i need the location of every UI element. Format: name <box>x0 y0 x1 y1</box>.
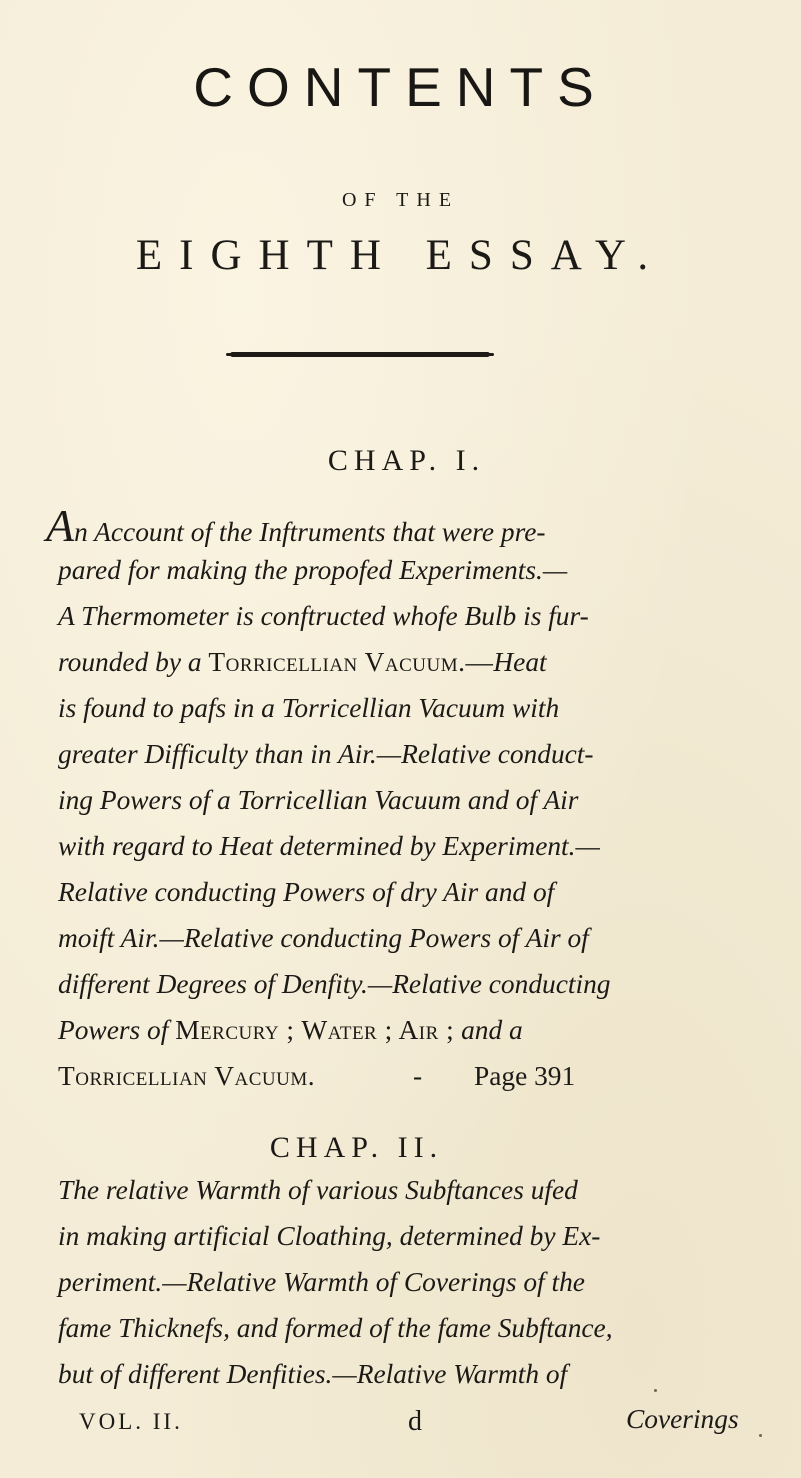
line-text: Heat <box>493 647 547 677</box>
ornamental-rule <box>230 352 490 357</box>
paper-speck <box>759 1434 762 1437</box>
small-caps-text: Torricellian Vacuum.— <box>208 647 494 677</box>
line-text: rounded by a <box>58 647 209 677</box>
small-caps-text: Torricellian Vacuum. <box>58 1061 316 1091</box>
chapter-1-line-12 <box>58 1017 523 1044</box>
line-text: n Account of the Inftruments that were pre- <box>74 517 546 547</box>
contents-title: CONTENTS <box>193 56 608 118</box>
chapter-1-line-4 <box>58 649 547 676</box>
chapter-2-line-5: but of different Denfities.—Relative Warmth of <box>58 1359 568 1389</box>
chapter-1-line-2: pared for making the propofed Experiments.— <box>58 555 568 585</box>
chapter-2-line-1: The relative Warmth of various Subftances ufed <box>58 1175 578 1205</box>
chapter-1-line-11: different Degrees of Denfity.—Relative conducting <box>58 969 611 999</box>
chapter-1-line-3: A Thermometer is conftructed whofe Bulb is fur- <box>58 601 589 631</box>
line-text: Powers of <box>58 1015 176 1045</box>
chapter-1-line-10: moift Air.—Relative conducting Powers of Air of <box>58 923 589 953</box>
chapter-2-line-3: periment.—Relative Warmth of Coverings of the <box>58 1267 585 1297</box>
chapter-2-line-2: in making artificial Cloathing, determined by Ex- <box>58 1221 601 1251</box>
drop-cap-a: A <box>46 500 75 551</box>
small-caps-text: Mercury ; Water ; Air ; <box>175 1015 455 1045</box>
leader-dash: - <box>413 1061 423 1091</box>
chapter-1-line-13 <box>58 1061 576 1091</box>
chapter-1-line-6: greater Difficulty than in Air.—Relative conduct- <box>58 739 594 769</box>
line-text: and a <box>454 1015 523 1045</box>
chapter-1-line-1 <box>46 500 546 551</box>
signature-mark: d <box>408 1406 422 1437</box>
of-the-subtitle: OF THE <box>341 189 460 211</box>
chapter-2-heading: CHAP. II. <box>269 1131 444 1164</box>
essay-title: EIGHTH ESSAY. <box>135 232 666 279</box>
volume-marker: VOL. II. <box>79 1409 183 1434</box>
chapter-1-line-9: Relative conducting Powers of dry Air and of <box>58 877 555 907</box>
catchword: Coverings <box>626 1404 739 1434</box>
chapter-1-line-5: is found to pafs in a Torricellian Vacuum with <box>58 693 560 723</box>
paper-speck <box>654 1389 657 1392</box>
chapter-2-line-4: fame Thicknefs, and formed of the fame Subftance, <box>58 1313 613 1343</box>
chapter-1-line-8: with regard to Heat determined by Experiment.— <box>58 831 600 861</box>
chapter-1-line-7: ing Powers of a Torricellian Vacuum and of Air <box>58 785 579 815</box>
chapter-1-heading: CHAP. I. <box>327 444 486 477</box>
page-reference: Page 391 <box>474 1061 576 1091</box>
